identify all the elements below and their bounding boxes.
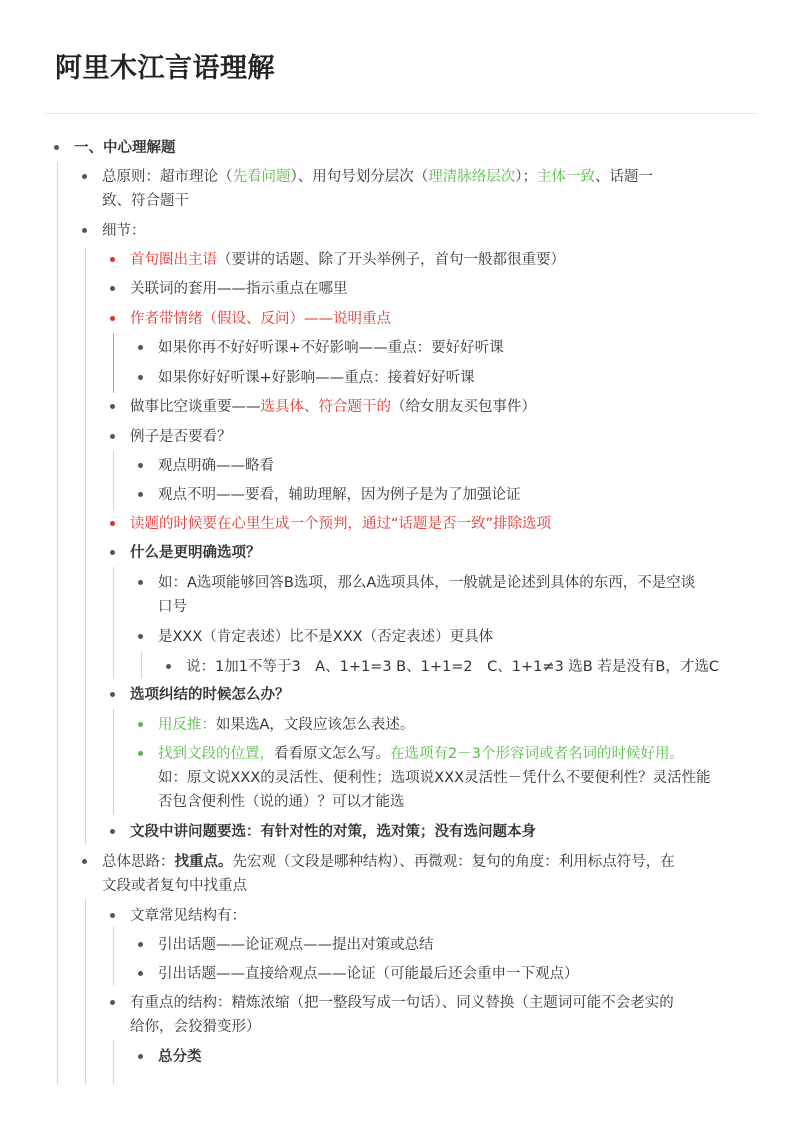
- detail-dilemma: 选项纠结的时候怎么办？: [130, 687, 290, 703]
- list-item-thinking-cont: 文段或者复句中找重点: [102, 878, 247, 894]
- bullet: [110, 913, 115, 918]
- bullet: [138, 1054, 143, 1059]
- bullet: [110, 286, 115, 291]
- detail-dilemma-1: 用反推：如果选A，文段应该怎么表述。: [158, 717, 415, 733]
- bullet: [82, 859, 87, 864]
- title-divider: [45, 113, 756, 114]
- thinking-structure-1: 引出话题——论证观点——提出对策或总结: [158, 937, 434, 953]
- list-item-principle: 总原则：超市理论（先看问题）、用句号划分层次（理清脉络层次）；主体一致、话题一: [102, 169, 653, 185]
- thinking-focus-structures: 有重点的结构：精炼浓缩（把一整段写成一句话）、同义替换（主题词可能不会老实的: [130, 995, 674, 1011]
- bullet: [166, 664, 171, 669]
- detail-emotion-example-2: 如果你好好听课+好影响——重点：接着好好听课: [158, 370, 475, 386]
- detail-examples-2: 观点不明——要看，辅助理解，因为例子是为了加强论证: [158, 487, 521, 503]
- detail-examples: 例子是否要看？: [130, 429, 232, 445]
- bullet: [110, 521, 115, 526]
- list-item-thinking: 总体思路：找重点。先宏观（文段是哪种结构）、再微观：复句的角度：利用标点符号，在: [102, 854, 675, 870]
- section-heading: 一、中心理解题: [74, 140, 176, 156]
- detail-dilemma-2-cont: 如：原文说XXX的灵活性、便利性；选项说XXX灵活性－凭什么不要便利性？灵活性能: [158, 770, 711, 786]
- detail-emotion-example-1: 如果你再不好好听课+不好影响——重点：要好好听课: [158, 340, 504, 356]
- guide-line-emotion: [113, 333, 114, 393]
- detail-clear-option-1: 如：A选项能够回答B选项，那么A选项具体，一般就是论述到具体的东西，不是空谈: [158, 575, 696, 591]
- thinking-general-specific: 总分类: [158, 1049, 202, 1065]
- detail-clear-option-2-example: 说：1加1不等于3 A、1+1=3 B、1+1=2 C、1+1≠3 选B 若是没有B，才选C: [186, 659, 719, 675]
- bullet: [110, 257, 115, 262]
- detail-dilemma-2-cont2: 否包含便利性（说的通）？可以才能选: [158, 794, 405, 810]
- guide-line-thinking: [85, 899, 86, 1084]
- detail-clear-option-2: 是XXX（肯定表述）比不是XXX（否定表述）更具体: [158, 629, 494, 645]
- guide-line-examples: [113, 451, 114, 511]
- guide-line-dilemma: [113, 709, 114, 815]
- bullet: [110, 829, 115, 834]
- detail-clear-option-1-cont: 口号: [158, 599, 187, 615]
- bullet: [138, 971, 143, 976]
- bullet: [138, 751, 143, 756]
- bullet: [138, 580, 143, 585]
- thinking-structure-2: 引出话题——直接给观点——论证（可能最后还会重申一下观点）: [158, 966, 579, 982]
- detail-conjunction: 关联词的套用——指示重点在哪里: [130, 281, 348, 297]
- bullet: [110, 550, 115, 555]
- page-title: 阿里木江言语理解: [55, 53, 275, 84]
- bullet: [110, 692, 115, 697]
- bullet: [110, 404, 115, 409]
- bullet: [138, 463, 143, 468]
- guide-line-clear-option: [113, 567, 114, 679]
- detail-action: 做事比空谈重要——选具体、符合题干的（给女朋友买包事件）: [130, 399, 536, 415]
- guide-line-clear-option-sub: [141, 652, 142, 678]
- bullet: [138, 492, 143, 497]
- bullet: [110, 1000, 115, 1005]
- detail-examples-1: 观点明确——略看: [158, 458, 274, 474]
- bullet: [138, 375, 143, 380]
- bullet: [138, 942, 143, 947]
- bullet: [138, 345, 143, 350]
- bullet: [110, 316, 115, 321]
- detail-clear-option: 什么是更明确选项？: [130, 545, 261, 561]
- guide-line-focus-structures: [113, 1040, 114, 1084]
- detail-emotion: 作者带情绪（假设、反问）——说明重点: [130, 311, 391, 327]
- bullet: [82, 228, 87, 233]
- list-item-principle-cont: 致、符合题干: [102, 193, 189, 209]
- list-item-details: 细节：: [102, 223, 146, 239]
- guide-line-details: [85, 248, 86, 844]
- detail-dilemma-2: 找到文段的位置，看看原文怎么写。在选项有2－3个形容词或者名词的时候好用。: [158, 746, 684, 762]
- detail-first-sentence: 首句圈出主语（要讲的话题、除了开头举例子，首句一般都很重要）: [130, 252, 565, 268]
- bullet: [54, 145, 59, 150]
- guide-line-level1: [57, 162, 58, 1084]
- detail-prejudge: 读题的时候要在心里生成一个预判，通过“话题是否一致”排除选项: [130, 516, 552, 532]
- thinking-structures: 文章常见结构有：: [130, 908, 246, 924]
- guide-line-structures: [113, 926, 114, 986]
- detail-countermeasure: 文段中讲问题要选：有针对性的对策，选对策；没有选问题本身: [130, 824, 536, 840]
- bullet: [110, 434, 115, 439]
- bullet: [138, 634, 143, 639]
- thinking-focus-structures-cont: 给你，会狡猾变形）: [130, 1019, 261, 1035]
- bullet: [138, 722, 143, 727]
- bullet: [82, 174, 87, 179]
